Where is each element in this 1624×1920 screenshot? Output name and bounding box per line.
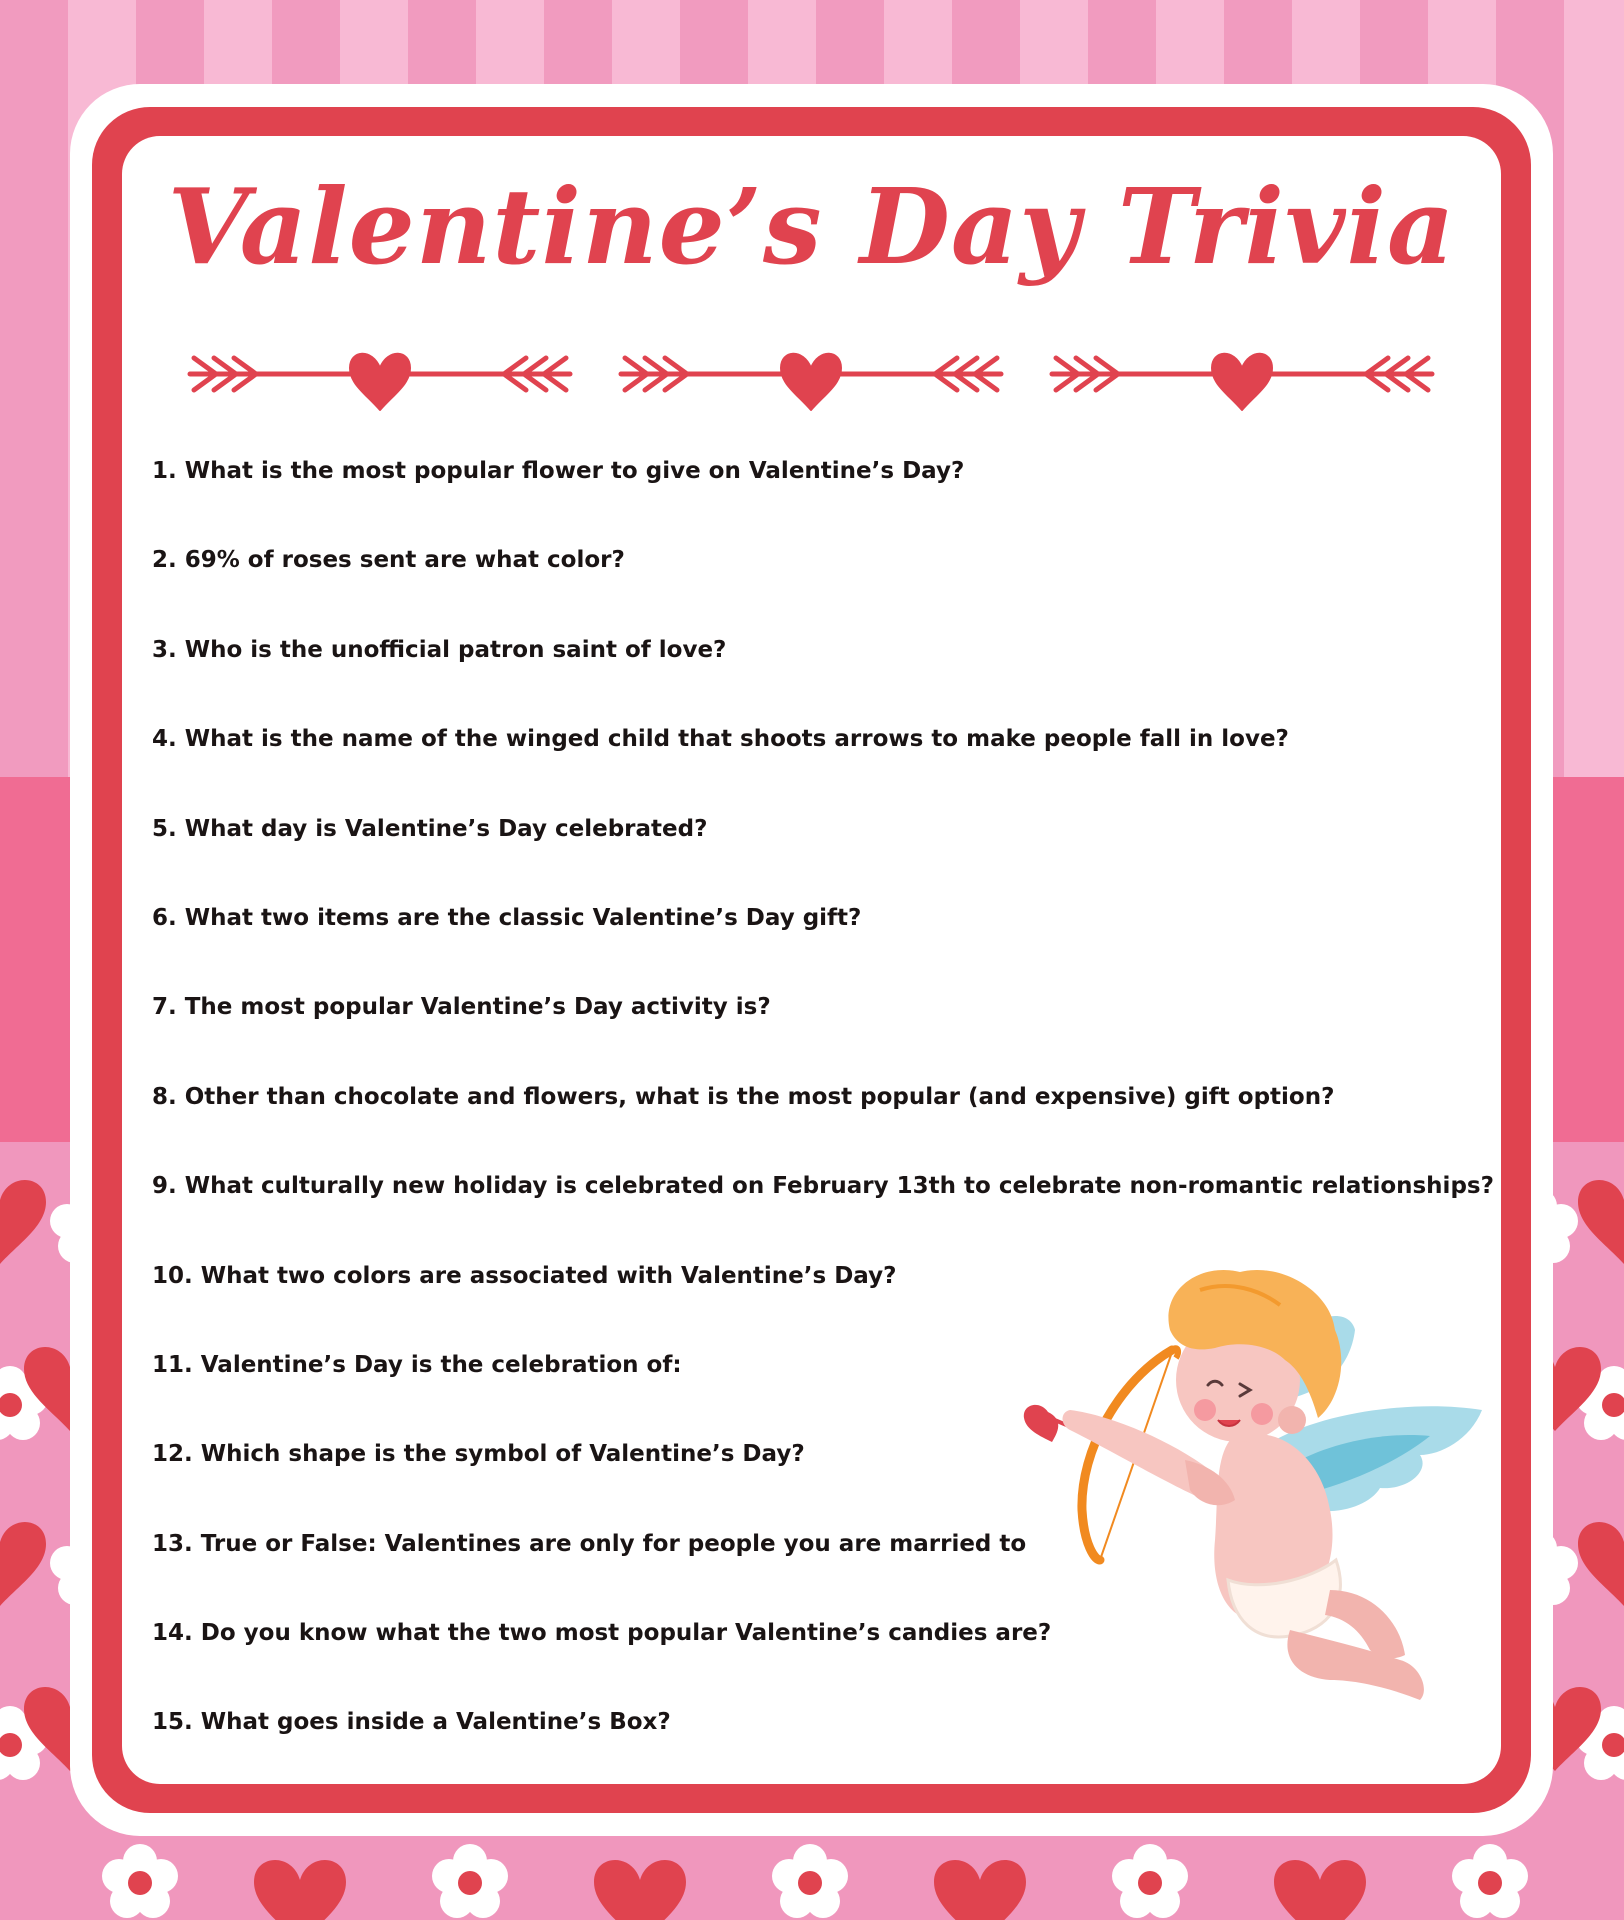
question-item: 2. 69% of roses sent are what color? xyxy=(152,547,625,574)
question-item: 8. Other than chocolate and flowers, what is the most popular (and expensive) gift option? xyxy=(152,1083,1335,1110)
question-item: 6. What two items are the classic Valentine’s Day gift? xyxy=(152,904,862,931)
question-item: 14. Do you know what the two most popular Valentine’s candies are? xyxy=(152,1620,1052,1647)
question-item: 13. True or False: Valentines are only for people you are married to xyxy=(152,1530,1027,1557)
question-item: 15. What goes inside a Valentine’s Box? xyxy=(152,1709,671,1736)
question-item: 5. What day is Valentine’s Day celebrated? xyxy=(152,815,708,842)
page-title: Valentine’s Day Trivia xyxy=(167,165,1456,288)
question-item: 7. The most popular Valentine’s Day activity is? xyxy=(152,994,771,1021)
question-item: 9. What culturally new holiday is celebrated on February 13th to celebrate non-romantic relationships? xyxy=(152,1173,1494,1200)
question-item: 1. What is the most popular flower to give on Valentine’s Day? xyxy=(152,458,965,484)
question-item: 4. What is the name of the winged child that shoots arrows to make people fall in love? xyxy=(152,726,1289,753)
question-item: 11. Valentine’s Day is the celebration of: xyxy=(152,1351,682,1378)
question-item: 12. Which shape is the symbol of Valentine’s Day? xyxy=(152,1441,805,1468)
question-item: 3. Who is the unofficial patron saint of love? xyxy=(152,636,727,663)
question-item: 10. What two colors are associated with Valentine’s Day? xyxy=(152,1262,897,1289)
